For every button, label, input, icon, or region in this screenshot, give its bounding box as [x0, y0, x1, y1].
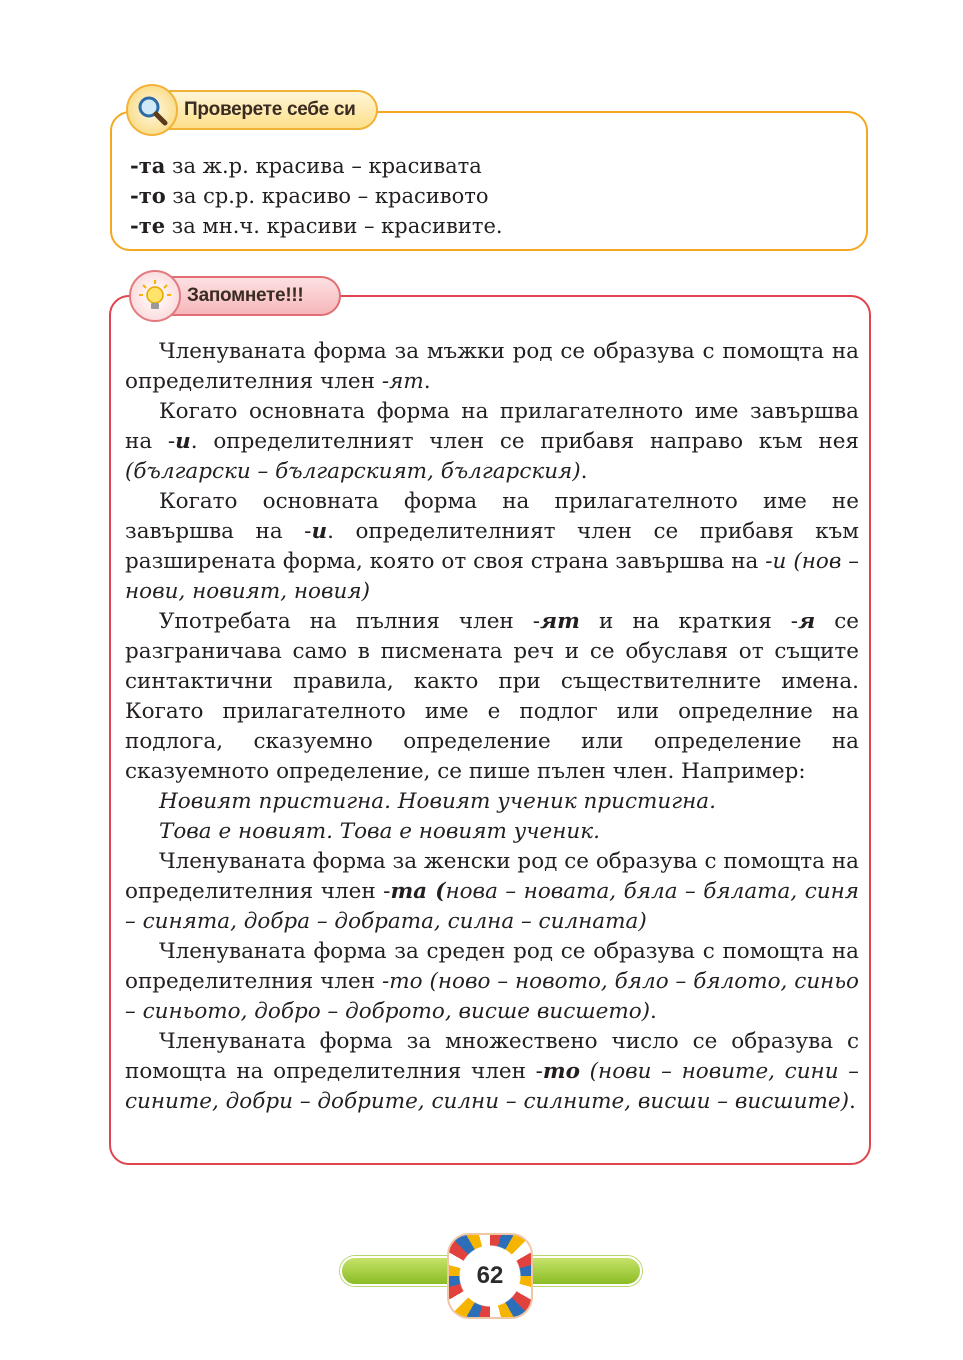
paragraph: [125, 337, 859, 397]
ending: и: [311, 519, 328, 544]
example-line: [125, 817, 859, 847]
check-yourself-box: [110, 111, 868, 251]
paragraph: [125, 487, 859, 607]
text: .: [580, 459, 588, 484]
example: Новият пристигна. Новият ученик пристигна.: [159, 789, 716, 814]
check-line: [130, 151, 503, 181]
text: .: [423, 369, 431, 394]
paragraph: [125, 1027, 859, 1117]
line-text: за ср.р. красиво – красивото: [165, 184, 489, 208]
text: Когато основната форма на прилагателното име не завършва на -: [125, 489, 859, 544]
example: -то (ново – новото, бяло – бялото, синьо – синьото, добро – доброто, висше висшето): [125, 969, 859, 1024]
magnifier-icon: [126, 84, 178, 136]
paragraph: [125, 607, 859, 787]
remember-title: Запомнете!!!: [187, 285, 304, 306]
check-yourself-lines: [130, 151, 503, 241]
suffix: -та: [130, 153, 166, 178]
text: . определителният член се прибавя направо към нея: [190, 429, 859, 454]
text: Членуваната форма за множествено число се образува с помощта на определителния член -: [125, 1029, 859, 1084]
text: Членуваната форма за женски род се образува с помощта на определителния член -: [125, 849, 859, 904]
check-yourself-header: [128, 90, 378, 130]
check-line: [130, 211, 503, 241]
text: . определителният член се прибавя към разширената форма, която от своя страна завършва на: [125, 519, 859, 574]
example: (нови – новите, сини – сините, добри – добрите, силни – силните, висши – висшите): [125, 1059, 859, 1114]
remember-text: [125, 337, 859, 1117]
ending: я: [798, 609, 816, 634]
line-text: за ж.р. красива – красивата: [165, 154, 482, 178]
example: нова – новата, бяла – бялата, синя – синята, добра – добрата, силна – силната): [125, 879, 859, 934]
remember-box: [109, 295, 871, 1165]
text: Членуваната форма за среден род се образува с помощта на определителния член: [125, 939, 859, 994]
page-number-badge: [447, 1233, 533, 1319]
example: Това е новият. Това е новият ученик.: [159, 819, 600, 844]
suffix: -те: [130, 213, 166, 238]
text: Когато основната форма на прилагателното име завършва на -: [125, 399, 859, 454]
lightbulb-icon: [129, 270, 181, 322]
example: -и (нов – нови, новият, новия): [125, 549, 859, 604]
ending: то: [542, 1059, 580, 1084]
example: -ят: [381, 369, 424, 394]
text: Членуваната форма за мъжки род се образува с помощта на определителния член: [125, 339, 859, 394]
line-text: за мн.ч. красиви – красивите.: [165, 214, 503, 238]
ending: ят: [540, 609, 580, 634]
ending: и: [175, 429, 191, 454]
page-number: 62: [476, 1262, 504, 1289]
remember-header: [131, 276, 341, 316]
paragraph: [125, 847, 859, 937]
text: .: [650, 999, 657, 1024]
check-line: [130, 181, 503, 211]
text: и на краткия -: [579, 609, 799, 634]
text: .: [849, 1089, 856, 1114]
suffix: -то: [130, 183, 166, 208]
paragraph: [125, 937, 859, 1027]
example: (български – българският, българския): [125, 459, 581, 484]
text: се разграничава само в писмената реч и се обуславя от същите синтактични правила, както при съществителните имена. Когато прилагателното име е подлог или определние на подлога, сказуемно определение или определение на сказуемното определение, се пише пълен член. Например:: [125, 609, 859, 784]
text: Употребата на пълния член -: [159, 609, 541, 634]
example-line: [125, 787, 859, 817]
ending: та (: [390, 879, 446, 904]
check-yourself-title: Проверете себе си: [184, 99, 356, 120]
paragraph: [125, 397, 859, 487]
